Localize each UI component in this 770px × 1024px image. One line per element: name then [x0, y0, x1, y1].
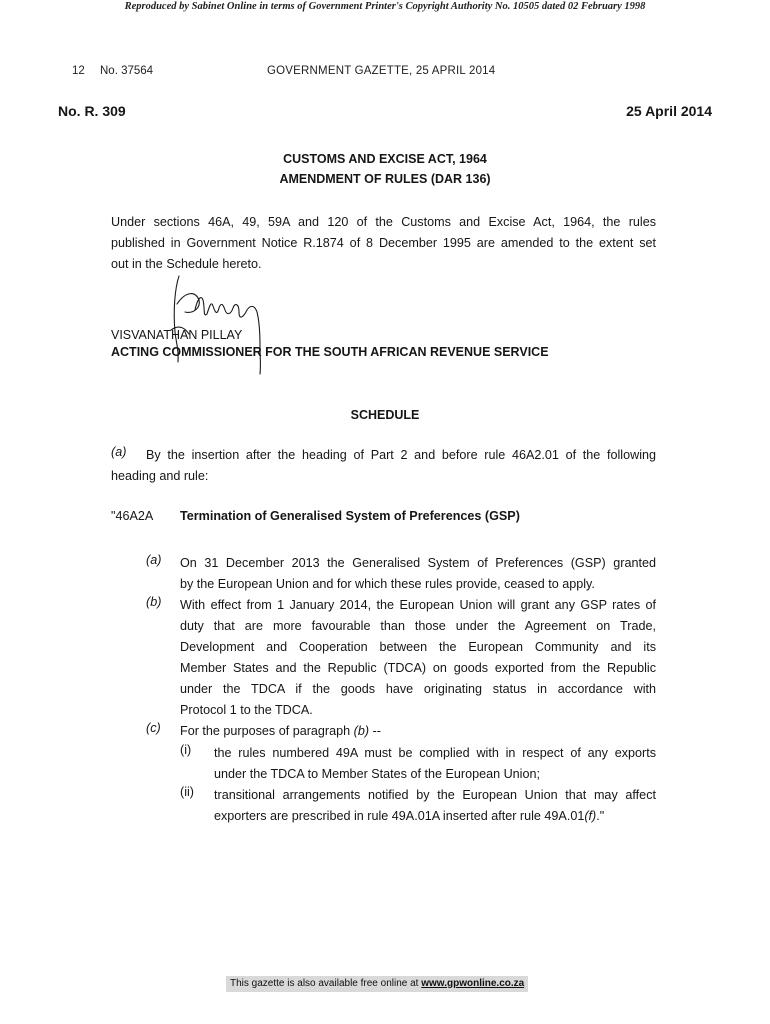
paragraph-a-line: heading and rule: — [111, 469, 209, 483]
paragraph-a-text — [111, 445, 656, 487]
item-b-label: (b) — [146, 595, 162, 609]
subitem-rule-ref: (f) — [584, 809, 597, 823]
notice-date: 25 April 2014 — [626, 103, 712, 119]
intro-line: out in the Schedule hereto. — [111, 257, 262, 271]
item-c-label: (c) — [146, 721, 161, 735]
item-line: Protocol 1 to the TDCA. — [180, 703, 313, 717]
item-c-paragraph-ref: (b) — [353, 724, 370, 738]
item-line: Development and Cooperation between the European Community and its — [180, 640, 656, 654]
signatory-name: VISVANATHAN PILLAY — [111, 328, 243, 342]
item-c-line-start: For the purposes of paragraph — [180, 724, 354, 738]
subitem-line: under the TDCA to Member States of the European Union; — [214, 767, 540, 781]
intro-line: published in Government Notice R.1874 of 8 December 1995 are amended to the extent set — [111, 236, 656, 250]
item-line: Member States and the Republic (TDCA) on goods exported from the Republic — [180, 661, 656, 675]
item-a-text — [180, 553, 656, 595]
item-c-text — [180, 721, 381, 742]
footer-link[interactable]: www.gpwonline.co.za — [421, 978, 525, 989]
subitem-line-start: exporters are prescribed in rule 49A.01A inserted after rule 49A.01 — [214, 809, 585, 823]
signatory-title: ACTING COMMISSIONER FOR THE SOUTH AFRICAN REVENUE SERVICE — [111, 345, 549, 359]
signature-image — [165, 270, 275, 380]
item-c-line-end: -- — [369, 724, 381, 738]
page-number: 12 — [72, 65, 85, 77]
footer-text: This gazette is also available free online at — [230, 978, 422, 989]
act-title: CUSTOMS AND EXCISE ACT, 1964 — [283, 152, 487, 166]
subitem-line-end: ." — [596, 809, 605, 823]
paragraph-a-label: (a) — [111, 445, 127, 459]
item-b-text — [180, 595, 656, 721]
subitem-ii-label: (ii) — [180, 785, 194, 799]
intro-line: Under sections 46A, 49, 59A and 120 of the Customs and Excise Act, 1964, the rules — [111, 215, 656, 229]
footer-notice — [226, 976, 528, 992]
paragraph-a-line: By the insertion after the heading of Part 2 and before rule 46A2.01 of the following — [146, 448, 656, 462]
item-line: duty that are more favourable than those under the Agreement on Trade, — [180, 619, 656, 633]
gazette-running-title: GOVERNMENT GAZETTE, 25 APRIL 2014 — [267, 65, 496, 77]
schedule-heading: SCHEDULE — [350, 408, 420, 422]
subitem-last-line — [214, 806, 656, 827]
item-line: With effect from 1 January 2014, the European Union will grant any GSP rates of — [180, 598, 656, 612]
notice-number: No. R. 309 — [58, 103, 126, 119]
reproduction-notice: Reproduced by Sabinet Online in terms of Government Printer's Copyright Authority No. 10505 dated 02 February 1998 — [124, 1, 646, 12]
subitem-i-text — [214, 743, 656, 785]
subitem-line: transitional arrangements notified by the European Union that may affect — [214, 788, 656, 802]
subitem-ii-text — [214, 785, 656, 827]
subitem-line: the rules numbered 49A must be complied with in respect of any exports — [214, 746, 656, 760]
item-line: On 31 December 2013 the Generalised System of Preferences (GSP) granted — [180, 556, 656, 570]
item-a-label: (a) — [146, 553, 162, 567]
intro-paragraph — [111, 212, 656, 275]
item-line: by the European Union and for which these rules provide, ceased to apply. — [180, 577, 595, 591]
item-line: under the TDCA if the goods have originating status in accordance with — [180, 682, 656, 696]
rule-number: "46A2A — [111, 509, 154, 523]
amendment-title: AMENDMENT OF RULES (DAR 136) — [279, 172, 491, 186]
subitem-i-label: (i) — [180, 743, 192, 757]
rule-heading: Termination of Generalised System of Preferences (GSP) — [180, 509, 520, 523]
gazette-issue-number: No. 37564 — [100, 65, 154, 77]
